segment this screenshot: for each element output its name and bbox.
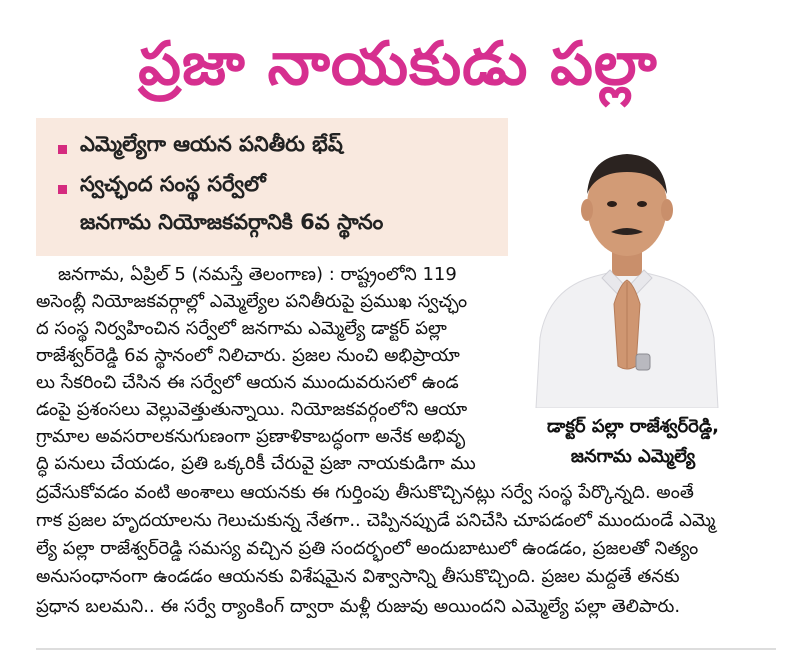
body-line: డంపై ప్రశంసలు వెల్లువెత్తుతున్నాయి. నియోజకవర్గంలోని ఆయా <box>36 399 468 420</box>
bullet-icon <box>58 145 67 154</box>
body-line: ద సంస్థ నిర్వహించిన సర్వేలో జనగామ ఎమ్మెల్యే డాక్టర్ పల్లా <box>36 318 447 339</box>
portrait-image <box>518 128 736 408</box>
body-line: లు సేకరించి చేసిన ఈ సర్వేలో ఆయన ముందువరుసలో ఉండ <box>36 372 459 393</box>
divider <box>36 648 776 650</box>
caption-line-1: డాక్టర్ పల్లా రాజేశ్వర్‌రెడ్డి, <box>547 416 719 437</box>
highlights-box <box>36 118 508 256</box>
caption-line-2: జనగామ ఎమ్మెల్యే <box>570 446 696 467</box>
mla-photo <box>518 128 736 408</box>
body-line: ల్యే పల్లా రాజేశ్వర్‌రెడ్డి సమస్య వచ్చిన ప్రతి సందర్భంలో అందుబాటులో ఉండడం, ప్రజలతో నిత్యం <box>36 538 699 559</box>
body-line: ప్రధాన బలమని.. ఈ సర్వే ర్యాంకింగ్ ద్వారా మళ్లీ రుజువు అయిందని ఎమ్మెల్యే పల్లా తెలిపారు. <box>36 596 681 617</box>
body-line: ద్ధి పనులు చేయడం, ప్రతి ఒక్కరికీ చేరువై ప్రజా నాయకుడిగా ము <box>36 453 476 474</box>
photo-caption <box>518 412 748 472</box>
body-line: అసెంబ్లీ నియోజకవర్గాల్లో ఎమ్మెల్యేల పనితీరుపై ప్రముఖ స్వచ్ఛం <box>36 291 468 312</box>
bullet-icon <box>58 185 67 194</box>
body-line: రాజేశ్వర్‌రెడ్డి 6వ స్థానంలో నిలిచారు. ప్రజల నుంచి అభిప్రాయా <box>36 345 460 366</box>
highlight-2: స్వచ్ఛంద సంస్థ సర్వేలో <box>80 172 266 196</box>
body-line: జనగామ, ఏప్రిల్ 5 (నమస్తే తెలంగాణ) : రాష్ట్రంలోని 119 <box>58 264 457 285</box>
body-line: గ్రామాల అవసరాలకనుగుణంగా ప్రణాళికాబద్ధంగా అనేక అభివృ <box>36 426 466 447</box>
highlight-1: ఎమ్మెల్యేగా ఆయన పనితీరు భేష్ <box>80 132 343 156</box>
body-line: ద్రవేసుకోవడం వంటి అంశాలు ఆయనకు ఈ గుర్తింపు తీసుకొచ్చినట్లు సర్వే సంస్థ పేర్కొన్నది. అంతే <box>36 482 694 503</box>
body-line: గాక ప్రజల హృదయాలను గెలుచుకున్న నేతగా.. చెప్పినప్పుడే పనిచేసి చూపడంలో ముందుండే ఎమ్మె <box>36 510 716 531</box>
headline: ప్రజా నాయకుడు పల్లా <box>138 29 658 99</box>
body-line: అనుసంధానంగా ఉండడం ఆయనకు విశేషమైన విశ్వాసాన్ని తీసుకొచ్చింది. ప్రజల మద్దతే తనకు <box>36 566 680 587</box>
highlight-3: జనగామ నియోజకవర్గానికి 6వ స్థానం <box>80 210 384 234</box>
